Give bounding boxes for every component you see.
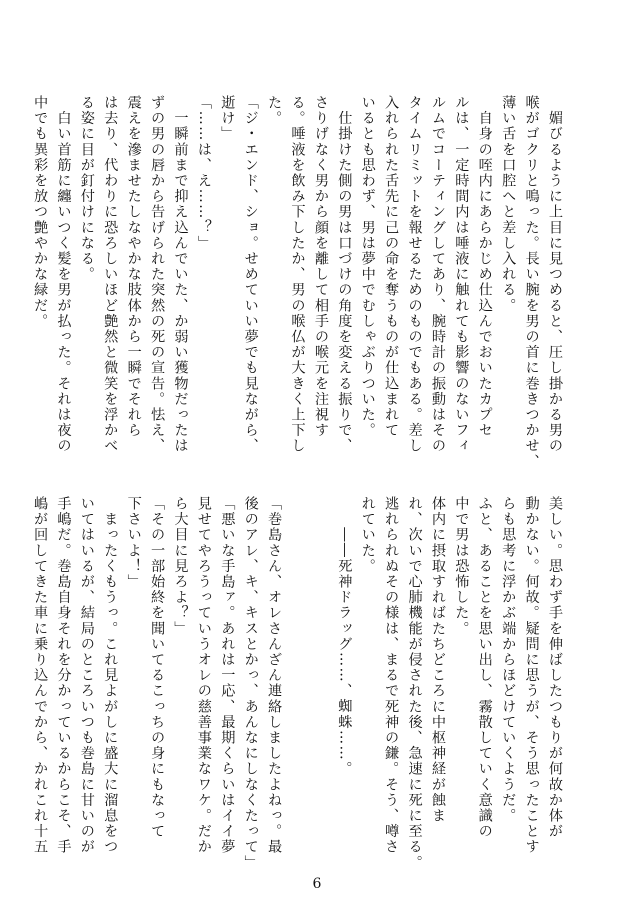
text-column: ふと、あることを思い出し、霧散していく意識の	[476, 496, 493, 840]
text-column: れ、次いで心肺機能が侵された後、急速に死に至る。	[406, 496, 423, 871]
text-column: れていた。	[359, 496, 376, 574]
text-column: 媚びるように上目に見つめると、圧し掛かる男の	[547, 95, 563, 454]
text-column: タイムリミットを報せるためのものでもある。差し	[406, 95, 423, 454]
text-column: 体内に摂取すればたちどころに中枢神経が蝕ま	[429, 496, 446, 824]
text-column: 手嶋だ。巻島自身それを分かっているからこそ、手	[55, 496, 72, 855]
text-column: ルは、一定時間内は唾液に触れても影響のないフィ	[453, 95, 470, 454]
text-column: ら大目に見ろよ？」	[172, 496, 189, 637]
text-column: 自身の咥内にあらかじめ仕込んでおいたカプセ	[476, 95, 493, 439]
text-column: 「悪いな手島ァ。あれは一応、最期くらいはイイ夢	[219, 496, 236, 855]
text-column: ずの男の唇から告げられた突然の死の宣告。怯え、	[149, 95, 166, 454]
text-column: 中で男は恐怖した。	[453, 496, 470, 637]
text-column: 薄い舌を口腔へと差し入れる。	[500, 95, 517, 314]
text-column: 入れられた舌先に己の命を奪うものが仕込まれて	[383, 95, 400, 439]
text-column: は去り、代わりに恐ろしいほど艶然と微笑を浮かべ	[102, 95, 119, 454]
text-column: 白い首筋に纏いつく髪を男が払った。それは夜の	[55, 95, 72, 454]
text-column: いてはいるが、結局のところいつも巻島に甘いのが	[78, 496, 95, 855]
text-column: ――死神ドラッグ……、蜘蛛……。	[336, 496, 353, 777]
text-column: 仕掛けた側の男は口づけの角度を変える振りで、	[336, 95, 353, 454]
text-column: らも思考に浮かぶ端からほどけていくようだ。	[500, 496, 517, 824]
text-column: 「……は、え……？」	[195, 95, 212, 251]
text-column	[285, 496, 308, 841]
text-column: 一瞬前まで抑え込んでいた、か弱い獲物だったは	[172, 95, 189, 454]
text-column	[309, 496, 332, 841]
text-column: 見せてやろうっていうオレの慈善事業なワケ。だか	[195, 496, 212, 855]
text-column: 震えを滲ませたしなやかな肢体から一瞬でそれら	[125, 95, 142, 439]
text-column: 「巻島さん、オレさんざん連絡しましたよねっ。最	[266, 496, 283, 855]
lower-text-block	[28, 496, 566, 871]
text-column: る姿に目が釘付けになる。	[78, 95, 95, 283]
text-column: 動かない。何故。疑問に思うが、そう思ったことす	[523, 496, 540, 855]
text-column: る。唾液を飲み下したか、男の喉仏が大きく上下し	[289, 95, 306, 454]
text-column: 美しい。思わず手を伸ばしたつもりが何故か体が	[547, 496, 563, 840]
text-column: いるとも思わず、男は夢中でむしゃぶりついた。	[359, 95, 376, 439]
text-column: まったくもうっ。これ見よがしに盛大に溜息をつ	[102, 496, 119, 855]
text-column: 嶋が回してきた車に乗り込んでから、かれこれ十五	[32, 496, 49, 855]
text-column: 下さいよ！」	[125, 496, 142, 590]
text-column: さりげなく男から顔を離して相手の喉元を注視す	[312, 95, 329, 439]
text-column: た。	[266, 95, 283, 127]
text-column: 中でも異彩を放つ艶やかな緑だ。	[32, 95, 49, 329]
text-column: 「ジ・エンド、ショ。せめていい夢でも見ながら、	[242, 95, 259, 454]
text-column: ルムでコーティングしてあり、腕時計の振動はその	[429, 95, 446, 454]
text-column: 「その一部始終を聞いてるこっちの身にもなって	[149, 496, 166, 840]
page-number: 6	[312, 876, 322, 892]
text-column: 逃れられぬその様は、まるで死神の鎌。そう、噂さ	[383, 496, 400, 855]
text-column: 逝け」	[219, 95, 236, 142]
upper-text-block	[28, 95, 566, 470]
text-column: 喉がゴクリと鳴った。長い腕を男の首に巻きつかせ、	[523, 95, 540, 470]
text-column: 後のアレ、キ、キスとかっ、あんなにしなくたって」	[242, 496, 259, 871]
